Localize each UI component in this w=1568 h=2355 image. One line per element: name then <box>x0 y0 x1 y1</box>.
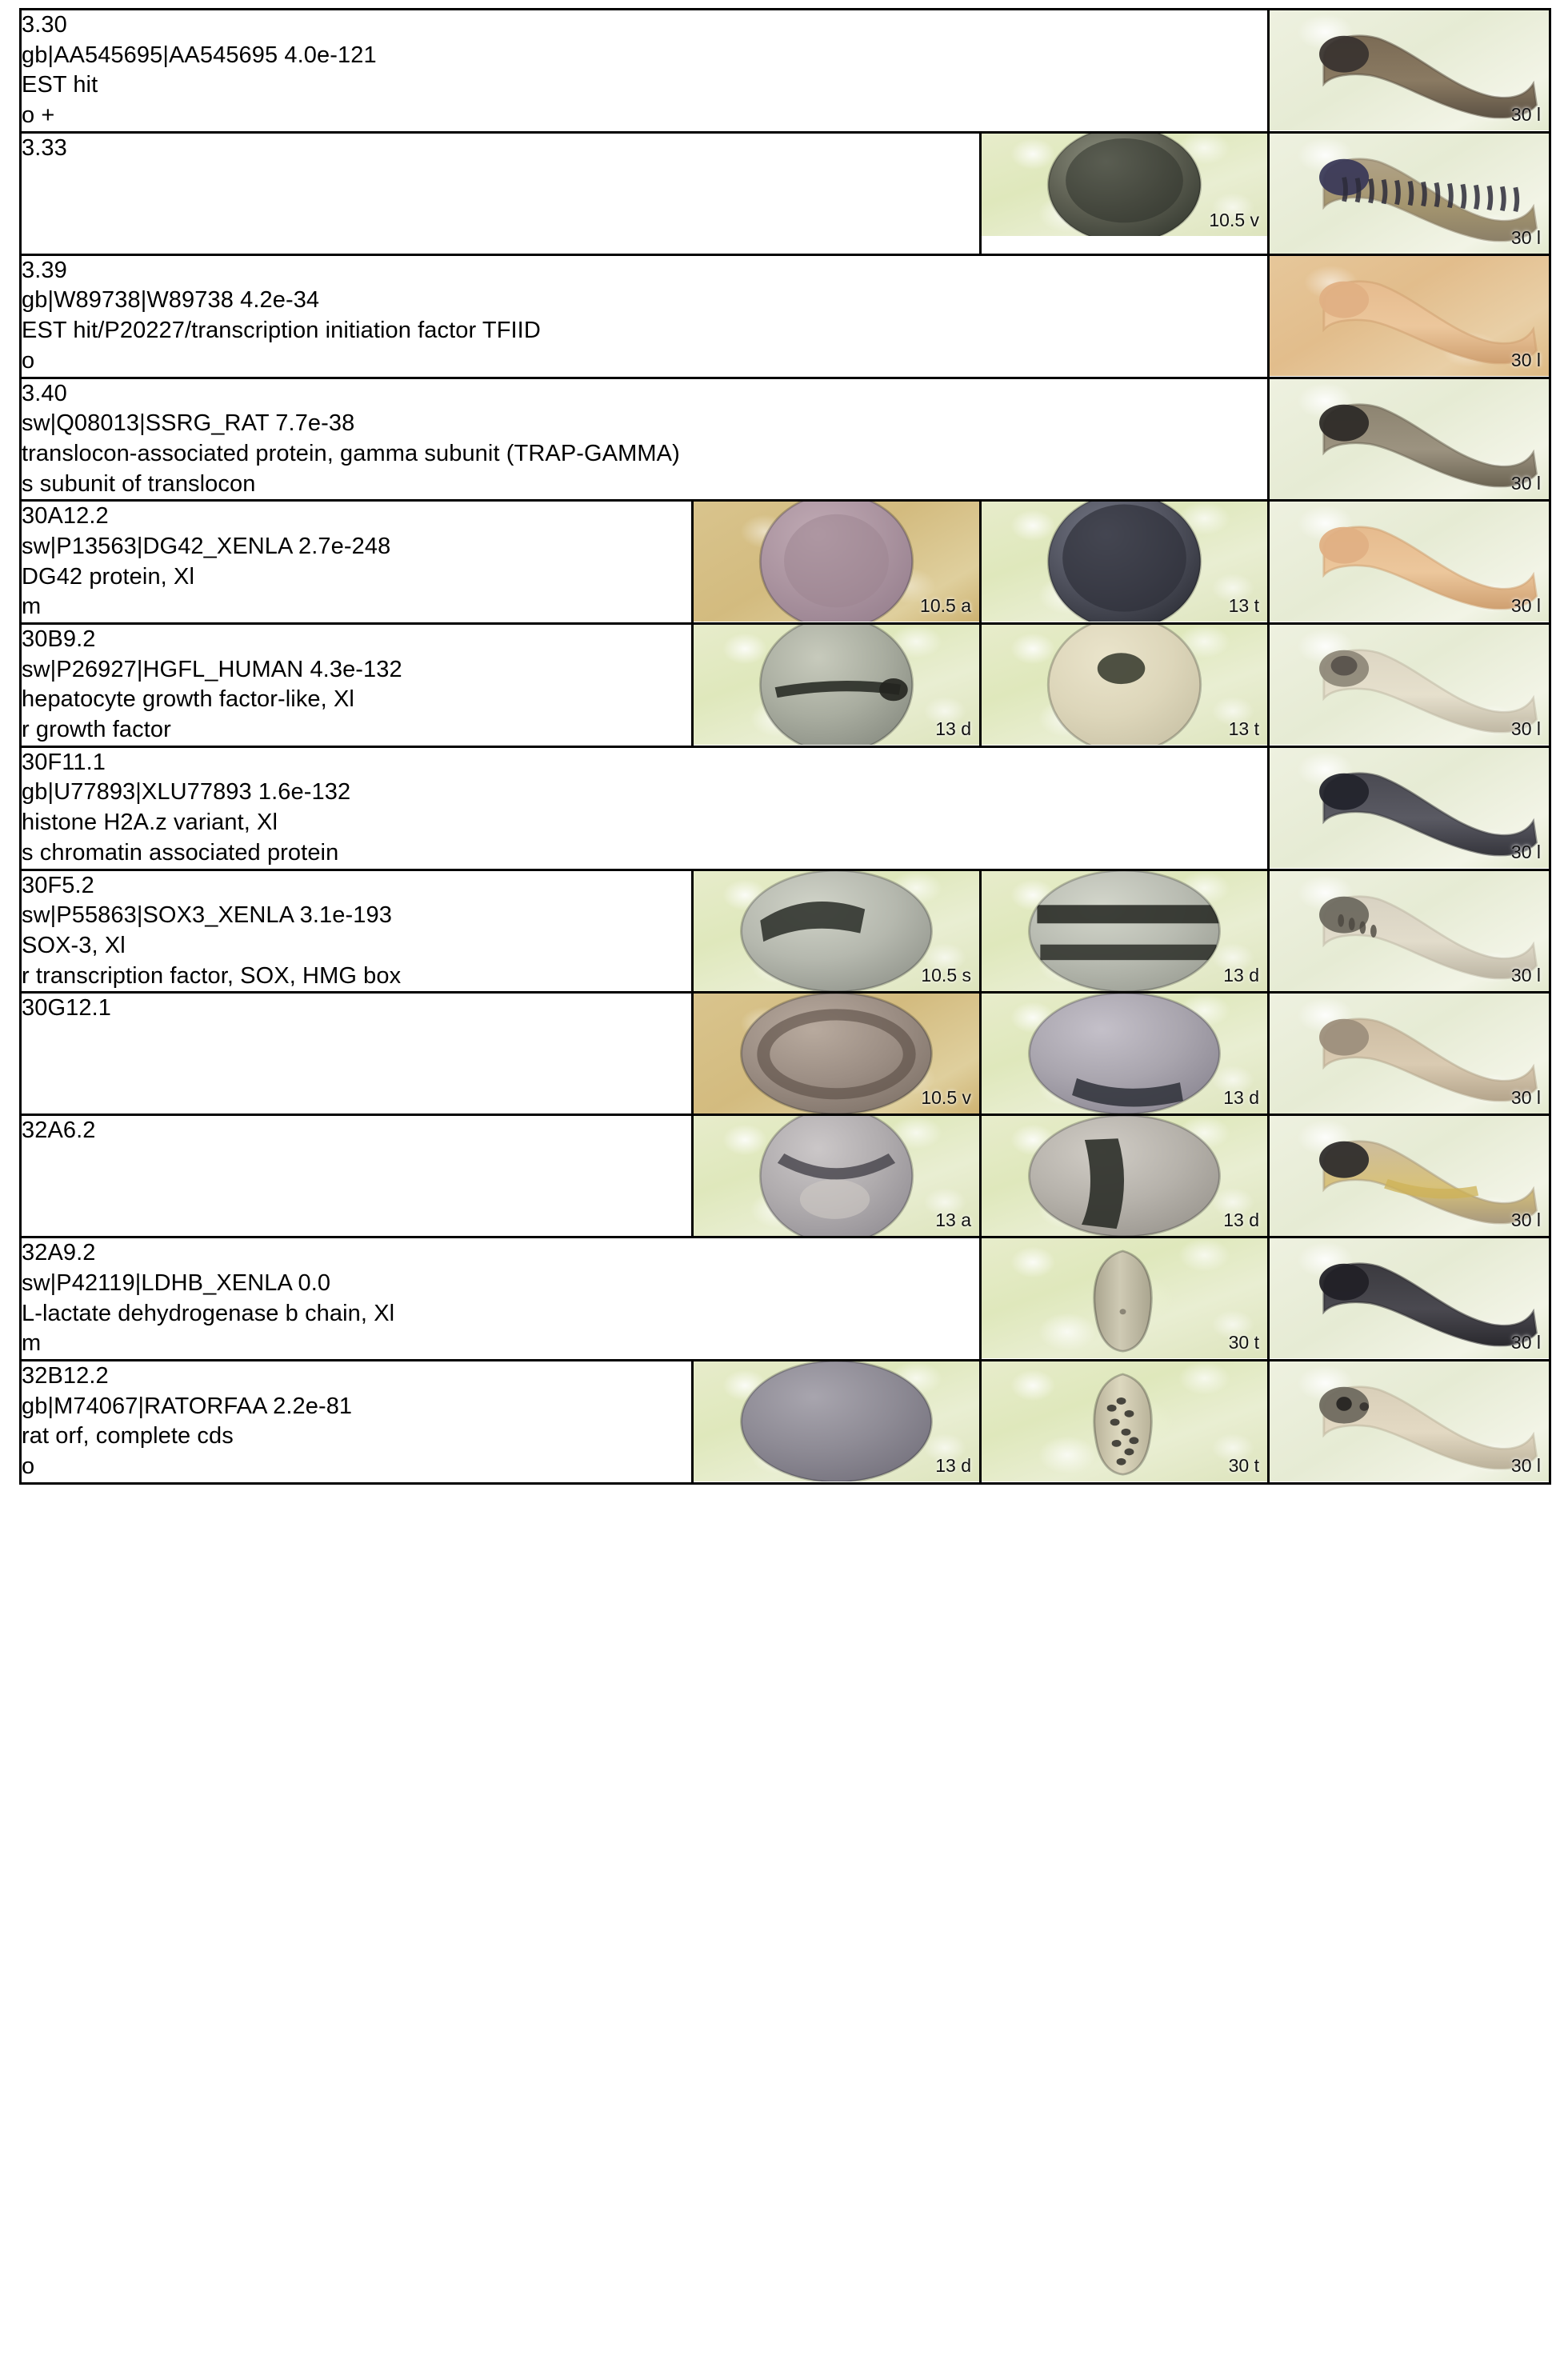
clone-info-cell <box>21 624 693 747</box>
table-row <box>21 870 1550 993</box>
stage-label: 30 l <box>1510 718 1542 739</box>
stage-label: 13 d <box>935 718 971 739</box>
clone-info-cell <box>21 746 1269 870</box>
clone-info-cell <box>21 1237 981 1361</box>
table-row <box>21 132 1550 254</box>
clone-accession: sw|P13563|DG42_XENLA 2.7e-248 <box>22 533 391 559</box>
stage-label: 13 t <box>1228 718 1260 739</box>
clone-id: 30F5.2 <box>22 872 94 898</box>
table-row <box>21 624 1550 747</box>
clone-annotation: SOX-3, Xl <box>22 932 126 958</box>
table-row <box>21 746 1550 870</box>
table-row <box>21 1361 1550 1484</box>
stage-label: 30 t <box>1228 1455 1260 1476</box>
clone-id: 3.33 <box>22 134 67 161</box>
embryo-photo <box>1270 1361 1549 1481</box>
clone-info-cell <box>21 1115 693 1237</box>
clone-id: 30A12.2 <box>22 503 109 530</box>
stage-label: 10.5 a <box>920 595 971 617</box>
stage-label: 13 d <box>1223 1087 1260 1109</box>
embryo-image-cell <box>1269 624 1550 747</box>
clone-annotation: L-lactate dehydrogenase b chain, Xl <box>22 1300 395 1326</box>
embryo-image-cell <box>1269 993 1550 1115</box>
clone-info-cell <box>21 870 693 993</box>
clone-id: 3.30 <box>22 12 67 38</box>
clone-annotation: DG42 protein, Xl <box>22 563 194 590</box>
embryo-image-cell <box>693 1115 981 1237</box>
clone-id: 30F11.1 <box>22 749 106 775</box>
embryo-image-cell <box>981 132 1269 254</box>
stage-label: 13 d <box>935 1455 971 1476</box>
table-row <box>21 10 1550 133</box>
embryo-image-cell <box>1269 870 1550 993</box>
stage-label: 13 d <box>1223 1209 1260 1231</box>
embryo-photo <box>982 625 1267 745</box>
embryo-photo <box>694 994 979 1114</box>
embryo-image-cell <box>693 870 981 993</box>
table-row <box>21 254 1550 378</box>
clone-code: o <box>22 1453 35 1480</box>
embryo-photo <box>982 1361 1267 1481</box>
embryo-image-cell <box>981 993 1269 1115</box>
clone-id: 3.39 <box>22 257 67 283</box>
embryo-image-cell <box>1269 10 1550 133</box>
clone-info-cell <box>21 993 693 1115</box>
table-row <box>21 1237 1550 1361</box>
embryo-image-cell <box>1269 746 1550 870</box>
embryo-image-cell <box>981 1361 1269 1484</box>
stage-label: 30 l <box>1510 349 1542 370</box>
embryo-photo <box>1270 871 1549 991</box>
embryo-image-cell <box>981 624 1269 747</box>
stage-label: 13 d <box>1223 964 1260 986</box>
clone-info-cell <box>21 501 693 624</box>
embryo-photo <box>1270 994 1549 1114</box>
embryo-image-cell <box>693 624 981 747</box>
embryo-photo <box>694 1361 979 1481</box>
embryo-photo <box>1270 748 1549 868</box>
clone-annotation: hepatocyte growth factor-like, Xl <box>22 686 354 713</box>
stage-label: 10.5 v <box>1209 209 1260 230</box>
embryo-photo <box>982 1238 1267 1358</box>
clone-code: s chromatin associated protein <box>22 839 339 866</box>
stage-label: 30 l <box>1510 1332 1542 1353</box>
embryo-image-cell <box>1269 1361 1550 1484</box>
stage-label: 13 a <box>935 1209 971 1231</box>
gene-expression-table <box>19 8 1551 1485</box>
embryo-photo <box>1270 10 1549 130</box>
clone-code: o + <box>22 102 55 129</box>
table-row <box>21 993 1550 1115</box>
stage-label: 30 l <box>1510 841 1542 862</box>
clone-annotation: rat orf, complete cds <box>22 1423 234 1449</box>
stage-label: 13 t <box>1228 595 1260 617</box>
embryo-photo <box>1270 625 1549 745</box>
embryo-image-cell <box>1269 378 1550 501</box>
clone-code: m <box>22 1330 42 1357</box>
clone-id: 3.40 <box>22 380 67 406</box>
embryo-image-cell <box>1269 1237 1550 1361</box>
table-row <box>21 378 1550 501</box>
embryo-image-cell <box>981 501 1269 624</box>
clone-annotation: histone H2A.z variant, Xl <box>22 810 278 836</box>
embryo-photo <box>694 625 979 745</box>
embryo-image-cell <box>693 1361 981 1484</box>
clone-annotation: EST hit <box>22 72 98 98</box>
clone-info-cell <box>21 254 1269 378</box>
stage-label: 30 l <box>1510 472 1542 494</box>
clone-accession: gb|AA545695|AA545695 4.0e-121 <box>22 42 377 68</box>
embryo-photo <box>982 134 1267 236</box>
clone-id: 32A9.2 <box>22 1240 96 1266</box>
embryo-photo <box>982 994 1267 1114</box>
embryo-image-cell <box>981 870 1269 993</box>
embryo-photo <box>1270 1116 1549 1236</box>
stage-label: 30 l <box>1510 1455 1542 1476</box>
clone-id: 32B12.2 <box>22 1363 109 1389</box>
embryo-photo <box>1270 256 1549 376</box>
embryo-photo <box>1270 134 1549 254</box>
clone-info-cell <box>21 10 1269 133</box>
clone-info-cell <box>21 378 1269 501</box>
embryo-photo <box>1270 1238 1549 1358</box>
stage-label: 30 l <box>1510 1087 1542 1109</box>
embryo-image-cell <box>1269 501 1550 624</box>
embryo-image-cell <box>1269 1115 1550 1237</box>
stage-label: 30 l <box>1510 226 1542 248</box>
clone-accession: gb|U77893|XLU77893 1.6e-132 <box>22 779 351 806</box>
embryo-photo <box>694 502 979 622</box>
clone-annotation: translocon-associated protein, gamma subunit (TRAP-GAMMA) <box>22 440 680 466</box>
clone-id: 32A6.2 <box>22 1118 96 1144</box>
embryo-photo <box>694 871 979 991</box>
embryo-image-cell <box>693 993 981 1115</box>
clone-code: m <box>22 594 42 620</box>
stage-label: 30 t <box>1228 1332 1260 1353</box>
clone-info-cell <box>21 132 981 254</box>
clone-id: 30B9.2 <box>22 626 96 652</box>
stage-label: 30 l <box>1510 104 1542 125</box>
embryo-photo <box>982 871 1267 991</box>
clone-accession: sw|Q08013|SSRG_RAT 7.7e-38 <box>22 410 355 437</box>
clone-code: s subunit of translocon <box>22 470 256 497</box>
stage-label: 10.5 s <box>921 964 971 986</box>
clone-accession: gb|M74067|RATORFAA 2.2e-81 <box>22 1393 353 1419</box>
embryo-photo <box>982 502 1267 622</box>
embryo-photo <box>982 1116 1267 1236</box>
embryo-photo <box>1270 502 1549 622</box>
clone-annotation: EST hit/P20227/transcription initiation factor TFIID <box>22 318 541 344</box>
embryo-photo <box>1270 379 1549 499</box>
clone-code: r transcription factor, SOX, HMG box <box>22 962 402 989</box>
table-row <box>21 501 1550 624</box>
embryo-image-cell <box>693 501 981 624</box>
stage-label: 30 l <box>1510 595 1542 617</box>
clone-accession: sw|P55863|SOX3_XENLA 3.1e-193 <box>22 902 392 929</box>
table-row <box>21 1115 1550 1237</box>
clone-code: o <box>22 347 35 374</box>
stage-label: 30 l <box>1510 964 1542 986</box>
stage-label: 10.5 v <box>921 1087 971 1109</box>
embryo-image-cell <box>981 1237 1269 1361</box>
clone-id: 30G12.1 <box>22 995 111 1022</box>
clone-code: r growth factor <box>22 717 171 743</box>
embryo-image-cell <box>981 1115 1269 1237</box>
embryo-image-cell <box>1269 254 1550 378</box>
embryo-image-cell <box>1269 132 1550 254</box>
embryo-photo <box>694 1116 979 1236</box>
clone-accession: gb|W89738|W89738 4.2e-34 <box>22 287 320 314</box>
clone-accession: sw|P42119|LDHB_XENLA 0.0 <box>22 1269 331 1296</box>
clone-info-cell <box>21 1361 693 1484</box>
stage-label: 30 l <box>1510 1209 1542 1231</box>
clone-accession: sw|P26927|HGFL_HUMAN 4.3e-132 <box>22 656 402 682</box>
